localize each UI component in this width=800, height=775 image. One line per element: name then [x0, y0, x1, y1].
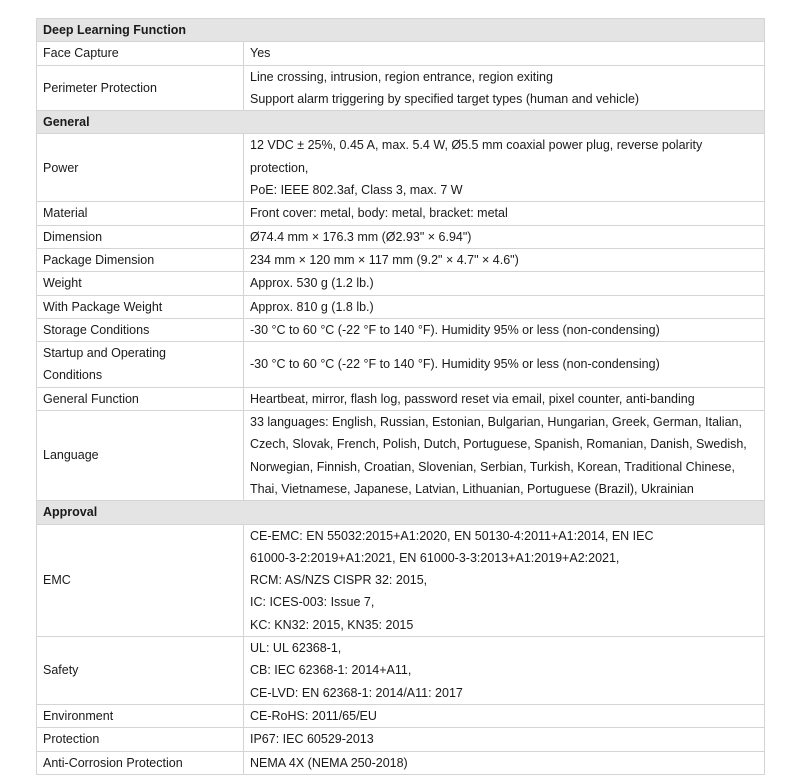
section-header-approval — [37, 501, 765, 524]
spec-value — [244, 272, 765, 295]
table-row-dimension — [37, 225, 765, 248]
spec-value — [244, 225, 765, 248]
spec-label: Face Capture — [37, 42, 244, 65]
spec-label: Protection — [37, 728, 244, 751]
table-row-material — [37, 202, 765, 225]
spec-label: With Package Weight — [37, 295, 244, 318]
section-header-deep-learning-function — [37, 19, 765, 42]
spec-value-line: CE-EMC: EN 55032:2015+A1:2020, EN 50130-4:2011+A1:2014, EN IEC — [250, 528, 654, 543]
table-row-power — [37, 134, 765, 202]
spec-value — [244, 637, 765, 705]
spec-value-line: Thai, Vietnamese, Japanese, Latvian, Lithuanian, Portuguese (Brazil), Ukrainian — [250, 481, 694, 496]
table-row-language — [37, 411, 765, 501]
table-row-package-dimension — [37, 248, 765, 271]
spec-value — [244, 704, 765, 727]
spec-table — [36, 18, 765, 775]
table-row-storage-conditions — [37, 318, 765, 341]
spec-value — [244, 524, 765, 636]
spec-label: Anti-Corrosion Protection — [37, 751, 244, 774]
spec-value-line: Front cover: metal, body: metal, bracket: metal — [250, 206, 508, 221]
table-row-safety — [37, 637, 765, 705]
spec-label-line: Startup and Operating — [43, 346, 166, 361]
spec-value — [244, 248, 765, 271]
spec-value-line: IC: ICES-003: Issue 7, — [250, 595, 375, 610]
spec-value-line: CE-LVD: EN 62368-1: 2014/A11: 2017 — [250, 685, 463, 700]
spec-value — [244, 411, 765, 501]
spec-value-line: Czech, Slovak, French, Polish, Dutch, Portuguese, Spanish, Romanian, Danish, Swedish, — [250, 437, 747, 452]
spec-value-line: Norwegian, Finnish, Croatian, Slovenian, Serbian, Turkish, Korean, Traditional Chinese, — [250, 459, 735, 474]
spec-value — [244, 751, 765, 774]
section-title: Approval — [37, 501, 765, 524]
spec-table-body — [37, 19, 765, 775]
spec-value — [244, 387, 765, 410]
spec-label: EMC — [37, 524, 244, 636]
spec-value-line: 33 languages: English, Russian, Estonian, Bulgarian, Hungarian, Greek, German, Italian, — [250, 415, 742, 430]
spec-label: Safety — [37, 637, 244, 705]
table-row-protection — [37, 728, 765, 751]
spec-label: Package Dimension — [37, 248, 244, 271]
spec-value-line: Heartbeat, mirror, flash log, password reset via email, pixel counter, anti-banding — [250, 391, 695, 406]
spec-value-line: Support alarm triggering by specified target types (human and vehicle) — [250, 91, 640, 106]
spec-value-line: NEMA 4X (NEMA 250-2018) — [250, 755, 408, 770]
spec-label: Material — [37, 202, 244, 225]
spec-value-line: Line crossing, intrusion, region entrance, region exiting — [250, 69, 553, 84]
spec-value — [244, 42, 765, 65]
spec-value-line: -30 °C to 60 °C (-22 °F to 140 °F). Humidity 95% or less (non-condensing) — [250, 357, 660, 372]
section-title: General — [37, 111, 765, 134]
spec-value — [244, 728, 765, 751]
table-row-face-capture — [37, 42, 765, 65]
table-row-general-function — [37, 387, 765, 410]
spec-label: Perimeter Protection — [37, 65, 244, 111]
spec-value-line: Approx. 530 g (1.2 lb.) — [250, 276, 374, 291]
spec-label: Dimension — [37, 225, 244, 248]
spec-value-line: 61000-3-2:2019+A1:2021, EN 61000-3-3:2013+A1:2019+A2:2021, — [250, 550, 620, 565]
table-row-perimeter-protection — [37, 65, 765, 111]
table-row-startup-and-operating-conditions — [37, 342, 765, 388]
spec-value — [244, 342, 765, 388]
spec-label: Power — [37, 134, 244, 202]
spec-value — [244, 318, 765, 341]
spec-value-line: KC: KN32: 2015, KN35: 2015 — [250, 617, 414, 632]
spec-value-line: Approx. 810 g (1.8 lb.) — [250, 299, 374, 314]
table-row-weight — [37, 272, 765, 295]
section-header-general — [37, 111, 765, 134]
spec-label — [37, 342, 244, 388]
spec-value-line: CB: IEC 62368-1: 2014+A11, — [250, 663, 412, 678]
spec-value-line: protection, — [250, 160, 309, 175]
table-row-environment — [37, 704, 765, 727]
spec-label: Weight — [37, 272, 244, 295]
spec-label: Environment — [37, 704, 244, 727]
spec-value — [244, 65, 765, 111]
spec-value — [244, 134, 765, 202]
spec-label: Storage Conditions — [37, 318, 244, 341]
spec-value-line: PoE: IEEE 802.3af, Class 3, max. 7 W — [250, 183, 463, 198]
spec-value-line: UL: UL 62368-1, — [250, 641, 342, 656]
table-row-emc — [37, 524, 765, 636]
spec-label: General Function — [37, 387, 244, 410]
spec-value-line: Yes — [250, 46, 271, 61]
spec-value-line: 234 mm × 120 mm × 117 mm (9.2" × 4.7" × 4.6") — [250, 252, 519, 267]
spec-value-line: RCM: AS/NZS CISPR 32: 2015, — [250, 573, 428, 588]
spec-value-line: IP67: IEC 60529-2013 — [250, 732, 374, 747]
spec-label: Language — [37, 411, 244, 501]
spec-label-line: Conditions — [43, 368, 103, 383]
spec-value — [244, 202, 765, 225]
spec-value-line: Ø74.4 mm × 176.3 mm (Ø2.93" × 6.94") — [250, 229, 472, 244]
spec-value-line: CE-RoHS: 2011/65/EU — [250, 708, 377, 723]
section-title: Deep Learning Function — [37, 19, 765, 42]
spec-value — [244, 295, 765, 318]
spec-value-line: -30 °C to 60 °C (-22 °F to 140 °F). Humidity 95% or less (non-condensing) — [250, 322, 660, 337]
table-row-with-package-weight — [37, 295, 765, 318]
table-row-anti-corrosion-protection — [37, 751, 765, 774]
spec-value-line: 12 VDC ± 25%, 0.45 A, max. 5.4 W, Ø5.5 mm coaxial power plug, reverse polarity — [250, 138, 703, 153]
